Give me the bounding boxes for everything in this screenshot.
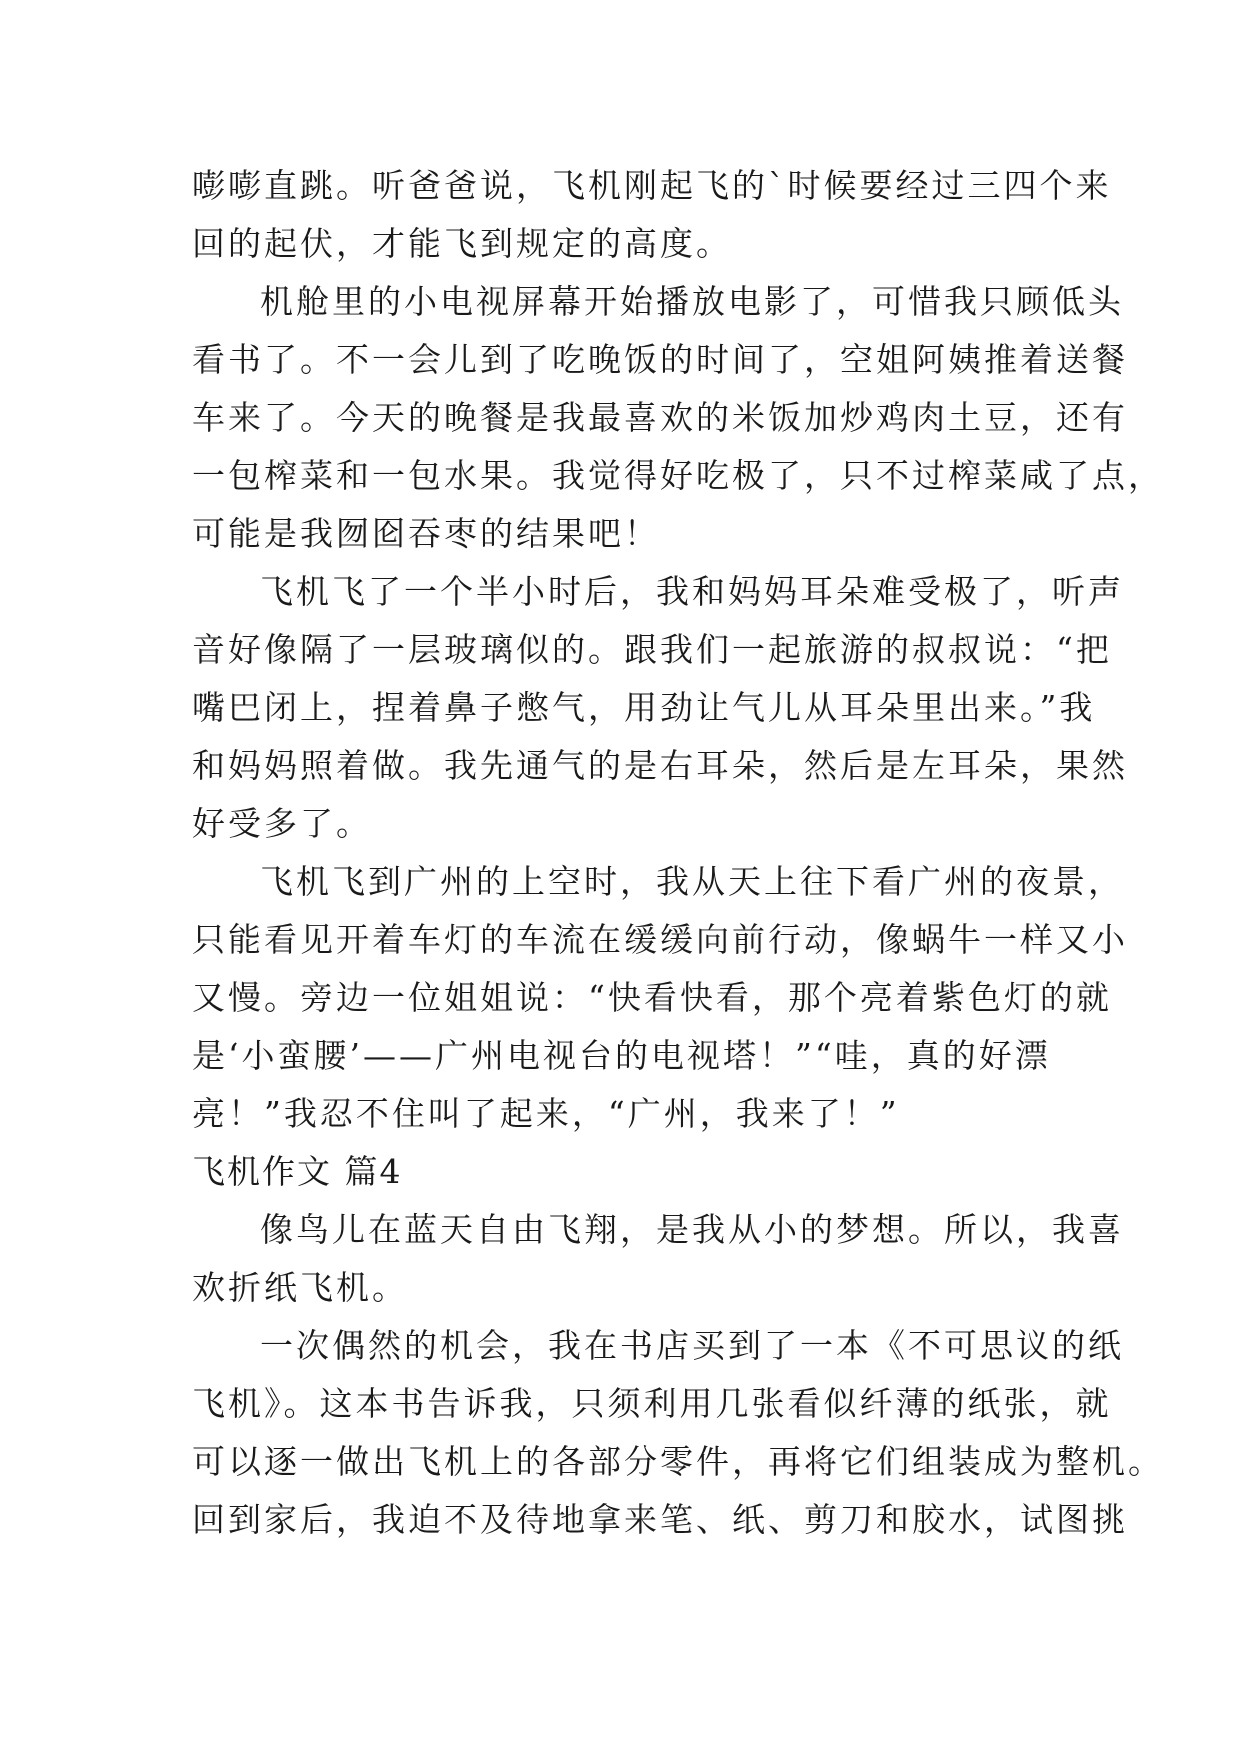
text-line: 和妈妈照着做。我先通气的是右耳朵，然后是左耳朵，果然: [192, 746, 1128, 785]
paragraph-start-line: 飞机飞了一个半小时后，我和妈妈耳朵难受极了，听声: [260, 572, 1124, 611]
text-line: 好受多了。: [192, 804, 372, 843]
section-heading: 飞机作文 篇4: [192, 1152, 403, 1191]
text-line: 是‘小蛮腰’——广州电视台的电视塔！”“哇，真的好漂: [192, 1036, 1051, 1075]
text-line: 欢折纸飞机。: [192, 1268, 408, 1307]
text-line: 又慢。旁边一位姐姐说：“快看快看，那个亮着紫色灯的就: [192, 978, 1112, 1017]
text-line: 可能是我囫囵吞枣的结果吧！: [192, 514, 660, 553]
paragraph-start-line: 飞机飞到广州的上空时，我从天上往下看广州的夜景，: [260, 862, 1124, 901]
text-line: 车来了。今天的晚餐是我最喜欢的米饭加炒鸡肉土豆，还有: [192, 398, 1128, 437]
text-line: 回的起伏，才能飞到规定的高度。: [192, 224, 732, 263]
text-line: 只能看见开着车灯的车流在缓缓向前行动，像蜗牛一样又小: [192, 920, 1128, 959]
paragraph-start-line: 一次偶然的机会，我在书店买到了一本《不可思议的纸: [260, 1326, 1124, 1365]
paragraph-start-line: 机舱里的小电视屏幕开始播放电影了，可惜我只顾低头: [260, 282, 1124, 321]
text-line: 亮！”我忍不住叫了起来，“广州，我来了！”: [192, 1094, 900, 1133]
text-line: 可以逐一做出飞机上的各部分零件，再将它们组装成为整机。: [192, 1442, 1164, 1481]
text-line: 嘭嘭直跳。听爸爸说，飞机刚起飞的`时候要经过三四个来: [192, 166, 1112, 205]
paragraph-start-line: 像鸟儿在蓝天自由飞翔，是我从小的梦想。所以，我喜: [260, 1210, 1124, 1249]
text-line: 一包榨菜和一包水果。我觉得好吃极了，只不过榨菜咸了点，: [192, 456, 1164, 495]
text-line: 音好像隔了一层玻璃似的。跟我们一起旅游的叔叔说：“把: [192, 630, 1112, 669]
text-line: 嘴巴闭上，捏着鼻子憋气，用劲让气儿从耳朵里出来。”我: [192, 688, 1096, 727]
essay-body: [192, 157, 1164, 1549]
text-line: 飞机》。这本书告诉我，只须利用几张看似纤薄的纸张，就: [192, 1384, 1112, 1423]
text-line: 回到家后，我迫不及待地拿来笔、纸、剪刀和胶水，试图挑: [192, 1500, 1128, 1539]
text-line: 看书了。不一会儿到了吃晚饭的时间了，空姐阿姨推着送餐: [192, 340, 1128, 379]
